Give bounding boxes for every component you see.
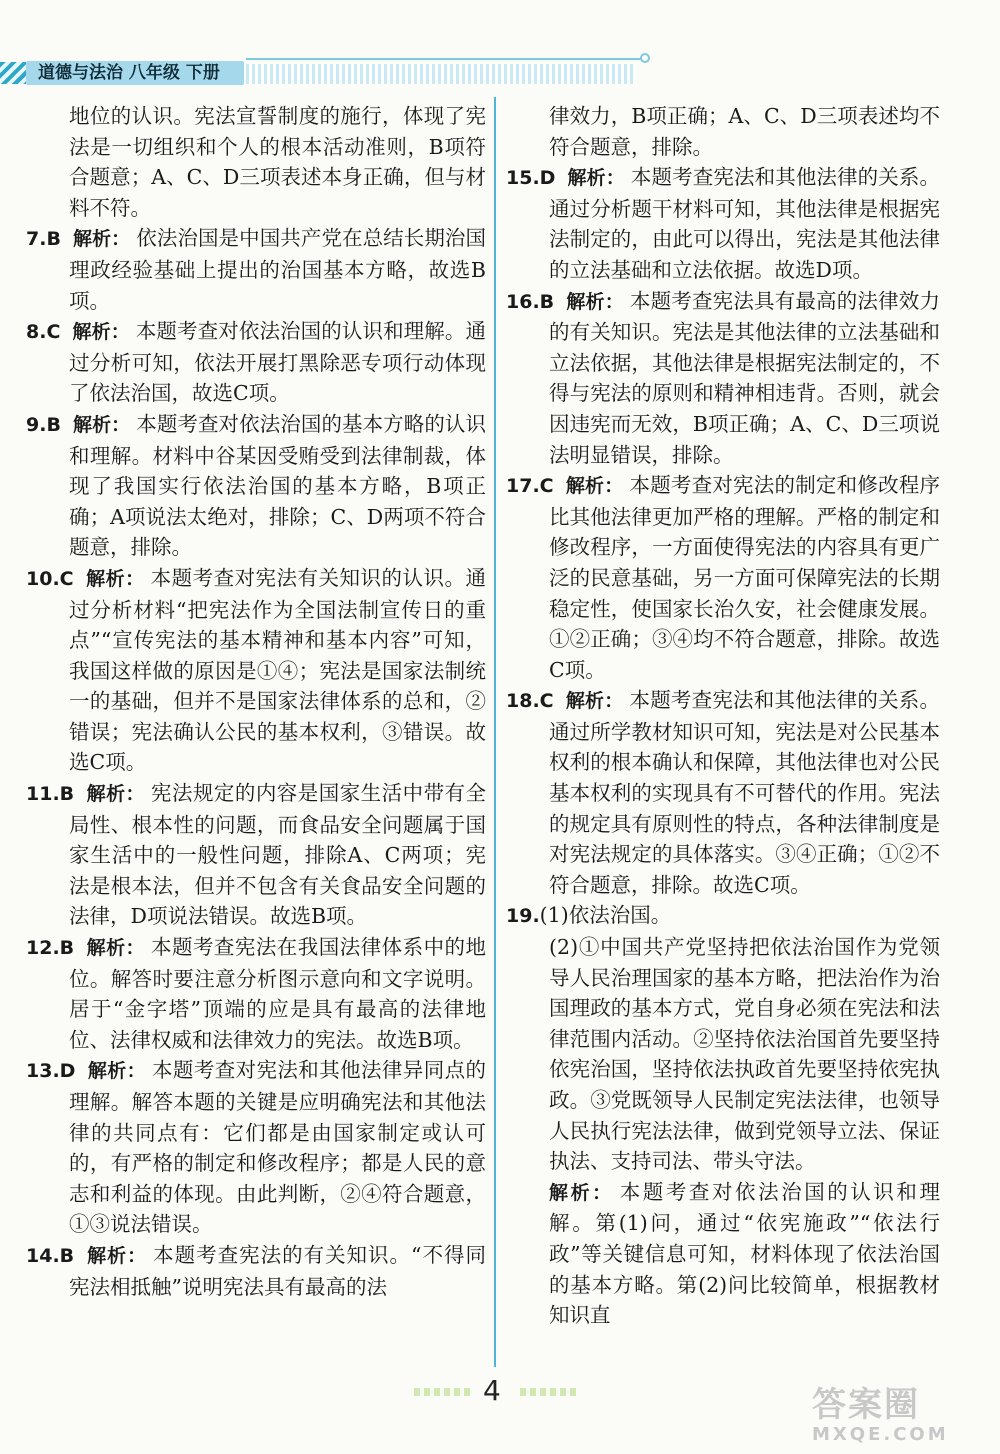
answer-number: 17.C (506, 475, 554, 498)
footer-decoration-right (520, 1388, 580, 1396)
answer-text: 本题考查宪法的有关知识。“不得同宪法相抵触”说明宪法具有最高的法 (69, 1242, 486, 1299)
answer-text: 依法治国是中国共产党在总结长期治国理政经验基础上提出的治国基本方略，故选B项。 (69, 226, 486, 313)
answer-number: 14.B (26, 1244, 75, 1267)
answer-item (26, 1055, 486, 1240)
answer-number: 18.C (506, 690, 554, 713)
watermark-logo (812, 1386, 992, 1450)
analysis-tag: 解析： (72, 321, 130, 344)
answer-text: 本题考查对宪法和其他法律异同点的理解。解答本题的关键是应明确宪法和其他法律的共同点有：它们都是由国家制定或认可的，有严格的制定和修改程序；都是人民的意志和利益的体现。由此判断，②④符合题意，①③说法错误。 (69, 1058, 486, 1237)
analysis-tag: 解析： (567, 167, 625, 190)
answer-text: 本题考查对依法治国的基本方略的认识和理解。材料中谷某因受贿受到法律制裁，体现了我国实行依法治国的基本方略，B项正确；A项说法太绝对，排除；C、D两项不符合题意，排除。 (69, 411, 486, 560)
answer-text: 本题考查对宪法的制定和修改程序比其他法律更加严格的理解。严格的制定和修改程序，一方面使得宪法的内容具有更广泛的民意基础，另一方面可保障宪法的长期稳定性，使国家长治久安，社会健康发展。①②正确；③④均不符合题意，排除。故选C项。 (549, 473, 940, 682)
answer-item (506, 286, 940, 471)
answer-item (506, 900, 940, 932)
answer-item (26, 316, 486, 409)
page-number: 4 (483, 1374, 501, 1407)
watermark-url: MXQE.COM (812, 1424, 949, 1445)
answer-number: 11.B (26, 783, 75, 806)
header-stripes (0, 62, 26, 84)
answer-number: 8.C (26, 321, 61, 344)
header-dot (640, 53, 650, 63)
analysis-tag: 解析： (565, 690, 624, 713)
answer-text: 本题考查宪法在我国法律体系中的地位。解答时要注意分析图示意向和文字说明。居于“金字塔”顶端的应是具有最高的法律地位、法律权威和法律效力的宪法。故选B项。 (69, 935, 486, 1052)
answer-item (26, 409, 486, 563)
header-rule (246, 58, 646, 60)
analysis-tag: 解析： (72, 228, 131, 251)
right-column (506, 101, 940, 1331)
analysis-text: 本题考查对依法治国的认识和理解。第(1)问，通过“依宪施政”“依法行政”等关键信息可知，材料体现了依法治国的基本方略。第(2)问比较简单，根据教材知识直 (549, 1179, 940, 1328)
answer-number: 13.D (26, 1060, 76, 1083)
answer-item (26, 223, 486, 316)
header-decoration (246, 64, 636, 84)
answer-number: 19. (506, 905, 540, 928)
answer-text: 本题考查宪法和其他法律的关系。通过分析题干材料可知，其他法律是根据宪法制定的，由此可以得出，宪法是其他法律的立法基础和立法依据。故选D项。 (549, 165, 940, 282)
answer-item (506, 162, 940, 285)
answer-item (506, 685, 940, 900)
answer-text: 本题考查对依法治国的认识和理解。通过分析可知，依法开展打黑除恶专项行动体现了依法治国，故选C项。 (69, 319, 486, 406)
page-header (0, 52, 1000, 86)
answer-item (26, 1240, 486, 1302)
q19-part2: (2)①中国共产党坚持把依法治国作为党领导人民治理国家的基本方略，把法治作为治国理政的基本方式，党自身必须在宪法和法律范围内活动。②坚持依法治国首先要坚持依宪治国，坚持依法执政首先要坚持依宪执政。③党既领导人民制定宪法法律，也领导人民执行宪法法律，做到党领导立法、保证执法、支持司法、带头守法。 (549, 935, 940, 1174)
watermark-text: 答案圈 (812, 1385, 920, 1425)
answer-item (26, 778, 486, 932)
answer-item (506, 470, 940, 685)
answer-text: (1)依法治国。 (539, 903, 672, 928)
continued-text: 地位的认识。宪法宣誓制度的施行，体现了宪法是一切组织和个人的根本活动准则，B项符合题意；A、C、D三项表述本身正确，但与材料不符。 (69, 104, 486, 220)
analysis-tag: 解析： (549, 1181, 614, 1204)
analysis-tag: 解析： (85, 567, 145, 590)
left-column (26, 101, 486, 1302)
answer-text: 本题考查对宪法有关知识的认识。通过分析材料“把宪法作为全国法制宣传日的重点”“宣传宪法的基本精神和基本内容”可知，我国这样做的原因是①④；宪法是国家法制统一的基础，但并不是国家法律体系的总和，②错误；宪法确认公民的基本权利，③错误。故选C项。 (69, 565, 486, 775)
answer-number: 12.B (26, 937, 75, 960)
answer-number: 16.B (506, 290, 555, 313)
q19-analysis (506, 1177, 940, 1331)
footer-decoration-left (414, 1388, 474, 1396)
analysis-tag: 解析： (565, 475, 624, 498)
answer-number: 15.D (506, 167, 556, 190)
analysis-tag: 解析： (86, 783, 146, 806)
answer-item (26, 932, 486, 1055)
continued-text: 律效力，B项正确；A、C、D三项表述均不符合题意，排除。 (549, 104, 940, 159)
analysis-tag: 解析： (86, 1244, 148, 1267)
answer-text: 本题考查宪法和其他法律的关系。通过所学教材知识可知，宪法是对公民基本权利的根本确认和保障，其他法律也对公民基本权利的实现具有不可替代的作用。宪法的规定具有原则性的特点，各种法律制度是对宪法规定的具体落实。③④正确；①②不符合题意，排除。故选C项。 (549, 688, 940, 897)
answer-text: 本题考查宪法具有最高的法律效力的有关知识。宪法是其他法律的立法基础和立法依据，其他法律是根据宪法制定的，不得与宪法的原则和精神相违背。否则，就会因违宪而无效，B项正确；A、C、D三项说法明显错误，排除。 (549, 288, 940, 467)
answer-text: 宪法规定的内容是国家生活中带有全局性、根本性的问题，而食品安全问题属于国家生活中的一般性问题，排除A、C两项；宪法是根本法，但并不包含有关食品安全问题的法律，D项说法错误。故选B项。 (69, 781, 486, 929)
answer-number: 10.C (26, 567, 74, 590)
analysis-tag: 解析： (86, 937, 146, 960)
answer-number: 7.B (26, 228, 61, 251)
analysis-tag: 解析： (87, 1060, 147, 1083)
answer-number: 9.B (26, 413, 61, 436)
analysis-tag: 解析： (72, 413, 131, 436)
answer-item (26, 563, 486, 778)
analysis-tag: 解析： (566, 290, 624, 313)
column-divider (494, 97, 496, 1367)
header-title: 道德与法治 八年级 下册 (26, 61, 244, 85)
